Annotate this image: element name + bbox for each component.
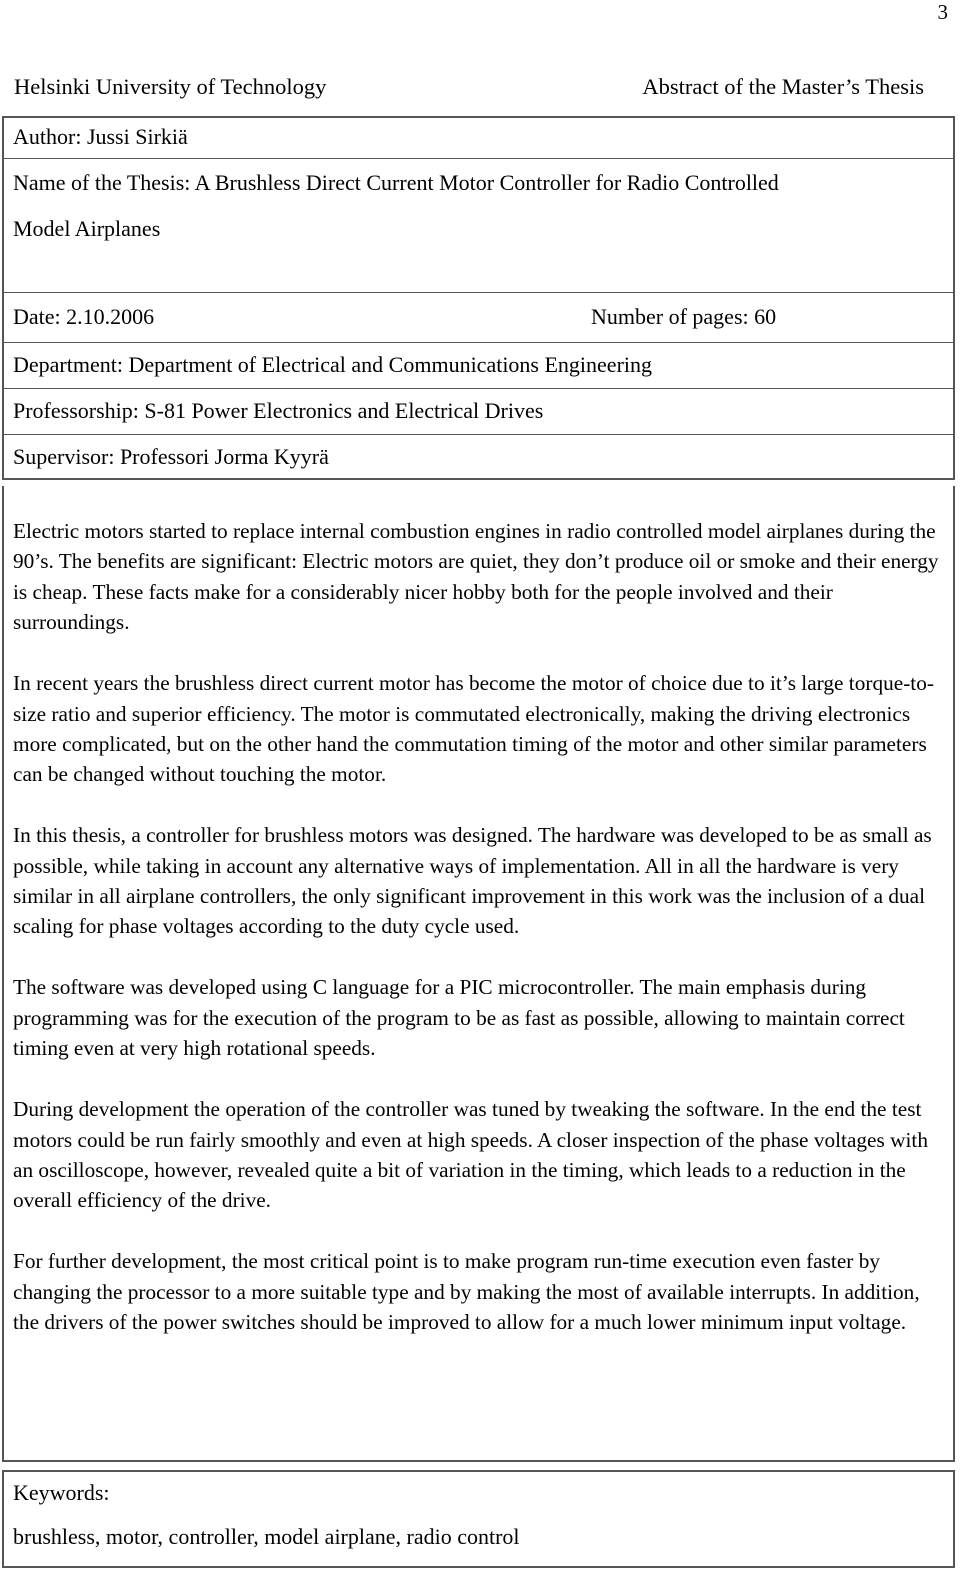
abstract-paragraph: During development the operation of the controller was tuned by tweaking the software. In the end the test motors could be run fairly smoothly and even at high speeds. A closer inspection of the phase voltages with an oscilloscope, however, revealed quite a bit of variation in the timing, which leads to a reduction in the overall efficiency of the drive. [13, 1097, 928, 1213]
abstract-paragraph: In recent years the brushless direct current motor has become the motor of choice due to it’s large torque-to-size ratio and superior efficiency. The motor is commutated electronically, making the driving electronics more complicated, but on the other hand the commutation timing of the motor and other similar parameters can be changed without touching the motor. [13, 671, 934, 787]
document-type: Abstract of the Master’s Thesis [642, 74, 924, 99]
supervisor-field: Supervisor: Professori Jorma Kyyrä [13, 444, 329, 469]
page-number: 3 [937, 0, 948, 24]
thesis-name-line2: Model Airplanes [13, 216, 161, 241]
abstract-body [13, 516, 949, 1368]
author-field: Author: Jussi Sirkiä [13, 124, 188, 149]
keywords-value: brushless, motor, controller, model airplane, radio control [13, 1524, 520, 1549]
university-name: Helsinki University of Technology [14, 74, 327, 99]
pages-field: Number of pages: 60 [591, 304, 777, 329]
abstract-paragraph: In this thesis, a controller for brushless motors was designed. The hardware was developed to be as small as possible, while taking in account any alternative ways of implementation. All in all the hardware is very similar in all airplane controllers, the only significant improvement in this work was the inclusion of a dual scaling for phase voltages according to the duty cycle used. [13, 823, 932, 939]
keywords-label: Keywords: [13, 1480, 110, 1505]
abstract-paragraph: The software was developed using C language for a PIC microcontroller. The main emphasis during programming was for the execution of the program to be as fast as possible, allowing to maintain correct timing even at very high rotational speeds. [13, 975, 905, 1061]
divider [4, 158, 953, 159]
department-field: Department: Department of Electrical and Communications Engineering [13, 352, 653, 377]
professorship-field: Professorship: S-81 Power Electronics and Electrical Drives [13, 398, 544, 423]
divider [4, 292, 953, 293]
thesis-name-line1: Name of the Thesis: A Brushless Direct Current Motor Controller for Radio Controlled [13, 170, 779, 195]
thesis-info-box [2, 116, 955, 480]
abstract-box [2, 486, 955, 1462]
abstract-paragraph: Electric motors started to replace internal combustion engines in radio controlled model airplanes during the 90’s. The benefits are significant: Electric motors are quiet, they don’t produce oil or smoke and their energy is cheap. These facts make for a considerably nicer hobby both for the people involved and their surroundings. [13, 519, 939, 635]
date-field: Date: 2.10.2006 [13, 304, 155, 329]
keywords-box [2, 1470, 955, 1568]
abstract-paragraph: For further development, the most critical point is to make program run-time execution even faster by changing the processor to a more suitable type and by making the most of available interrupts. In addition, the drivers of the power switches should be improved to allow for a much lower minimum input voltage. [13, 1249, 920, 1335]
